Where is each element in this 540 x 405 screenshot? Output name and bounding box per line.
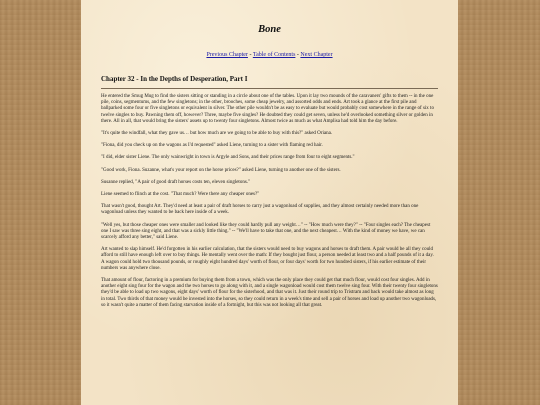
story-paragraph: That amount of flour, factoring in a premium for buying them from a town, which was the only place they could get that much flour, would cost four singles. Add in another eight sing four for the wagon and the two horses to go along with it, and a single wagonload would cost them twelve sing four. With their twenty four singletons they'd be able to load up two wagons, eight days' worth of flour for the sisterhood, and that was it. Just their round trip to Tristram and back would take almost as long in total. Two thirds of that money would be invested into the horses, so they could return in a week's time and sell a pair of horses and load up another two wagonloads, so it wasn't quite a matter of them facing starvation inside of a fortnight, but this was not looking all that great.	[101, 278, 438, 308]
page-content	[81, 24, 458, 309]
story-paragraph: Art wanted to slap himself. He'd forgotten in his earlier calculation, that the sisters would need to buy wagons and horses to draft them. A pair would be all they could afford to still have enough left over to buy things. He mentally went over the math: If they bought just flour, a person needed at least two and a half pounds of it a day. A wagon could hold two thousand pounds, or roughly eight hundred days' worth of flour, or four days' worth for two hundred sisters, if his earlier estimate of their numbers was anywhere close.	[101, 247, 434, 271]
story-paragraph: "Fiona, did you check up on the wagons as I'd requested" asked Liene, turning to a sister with flaming red hair.	[101, 143, 323, 149]
chapter-title: Chapter 32 - In the Depths of Desperation, Part I	[101, 75, 438, 89]
story-paragraph: "Good work, Fiona. Suzanne, what's your report on the horse prices?" asked Liene, turning to another one of the sisters.	[101, 167, 341, 173]
story-paragraph: "Well yes, but those cheaper ones were smaller and looked like they could hardly pull any weight…" -- "How much were they?" -- "Four singles each? The cheapest one I saw was three sing eight, and that was a sickly little thing." -- "We'll have to take that one, and the next cheapest… With the kind of money we have, we can scarcely afford any better," said Liene.	[101, 222, 431, 241]
story-page	[81, 0, 458, 405]
story-title: Bone	[258, 24, 281, 35]
story-paragraph: That wasn't good, thought Art. They'd need at least a pair of draft horses to carry just a wagonload of supplies, and they almost certainly needed more than one wagonload unless they wanted to be back here inside of a week.	[101, 204, 419, 216]
nav-separator: -	[295, 52, 301, 58]
story-paragraph: He entered the Smug Mug to find the sisters sitting or standing in a circle about one of the tables. Upon it lay two mounds of the caravaners' gifts to them -- in the one pile, coins, segmentums, and the few singletons; in the other, brooches, some cheap jewelry, and assorted odds and ends. Art took a glance at the first pile and ballparked some four or five singletons or equivalent in silver. The other pile wouldn't be as easy to evaluate but would probably cost somewhere in the range of six to twelve singles to buy. Pawning them off, however? Three, maybe five singles? He doubted they could get seven, unless he'd overlooked something silver or golden in there. All in all, that would bring the sisters' assets up to twenty four singletons. Almost twice as much as what Amplisa had told him the day before.	[101, 94, 434, 124]
chapter-navigation	[101, 52, 438, 58]
story-paragraph: Liene seemed to flinch at the cost. "That much? Were there any cheaper ones?"	[101, 192, 260, 198]
table-of-contents-link[interactable]: Table of Contents	[252, 52, 296, 58]
story-paragraph: "I did, elder sister Liene. The only wainwright in town is Argyle and Sons, and their prices range from four to eight segments."	[101, 155, 355, 161]
nav-separator: -	[247, 52, 253, 58]
story-paragraph: Susanne replied, "A pair of good draft horses costs ten, eleven singletons."	[101, 179, 251, 185]
next-chapter-link[interactable]: Next Chapter	[300, 52, 333, 58]
story-paragraph: "It's quite the windfall, what they gave us… but how much are we going to be able to buy with this?" asked Oriana.	[101, 131, 333, 137]
previous-chapter-link[interactable]: Previous Chapter	[206, 52, 248, 58]
